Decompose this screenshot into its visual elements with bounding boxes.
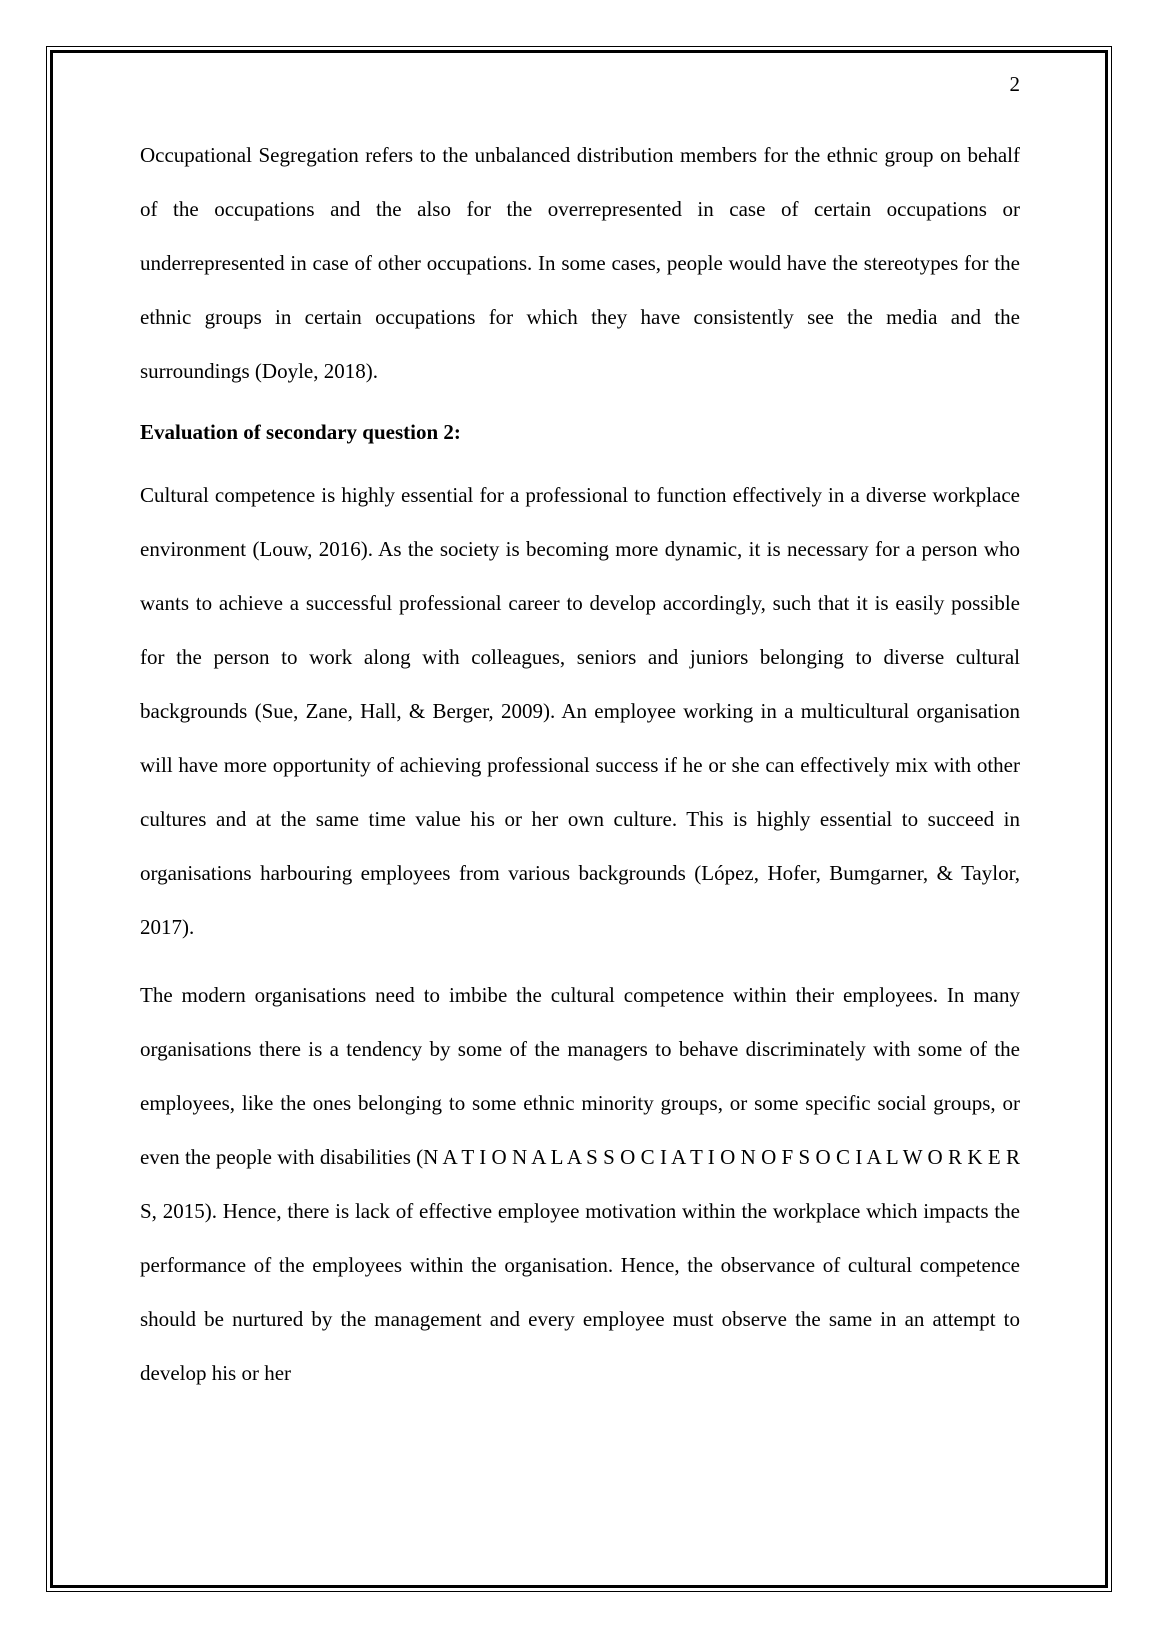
paragraph-occupational-segregation: Occupational Segregation refers to the unbalanced distribution members for the ethnic group on behalf of the occupations and the also for the overrepresented in case of certain occupations or underrepresented in case of other occupations. In some cases, people would have the stereotypes for the ethnic groups in certain occupations for which they have consistently see the media and the surroundings (Doyle, 2018). bbox=[140, 143, 1020, 383]
paragraph-modern-organisations: The modern organisations need to imbibe the cultural competence within their employees. In many organisations there is a tendency by some of the managers to behave discriminately with some of the employees, like the ones belonging to some ethnic minority groups, or some specific social groups, or even the people with disabilities (N A T I O N A L A S S O C I A T I O N O F S O C I A L W O R K E R S, 2015). Hence, there is lack of effective employee motivation within the workplace which impacts the performance of the employees within the organisation. Hence, the observance of cultural competence should be nurtured by the management and every employee must observe the same in an attempt to develop his or her bbox=[140, 983, 1020, 1385]
page-number: 2 bbox=[1009, 72, 1020, 96]
section-heading: Evaluation of secondary question 2: bbox=[140, 420, 461, 444]
paragraph-cultural-competence: Cultural competence is highly essential for a professional to function effectively in a diverse workplace environment (Louw, 2016). As the society is becoming more dynamic, it is necessary for a person who wants to achieve a successful professional career to develop accordingly, such that it is easily possible for the person to work along with colleagues, seniors and juniors belonging to diverse cultural backgrounds (Sue, Zane, Hall, & Berger, 2009). An employee working in a multicultural organisation will have more opportunity of achieving professional success if he or she can effectively mix with other cultures and at the same time value his or her own culture. This is highly essential to succeed in organisations harbouring employees from various backgrounds (López, Hofer, Bumgarner, & Taylor, 2017). bbox=[140, 483, 1020, 939]
document-body bbox=[140, 128, 1020, 1400]
